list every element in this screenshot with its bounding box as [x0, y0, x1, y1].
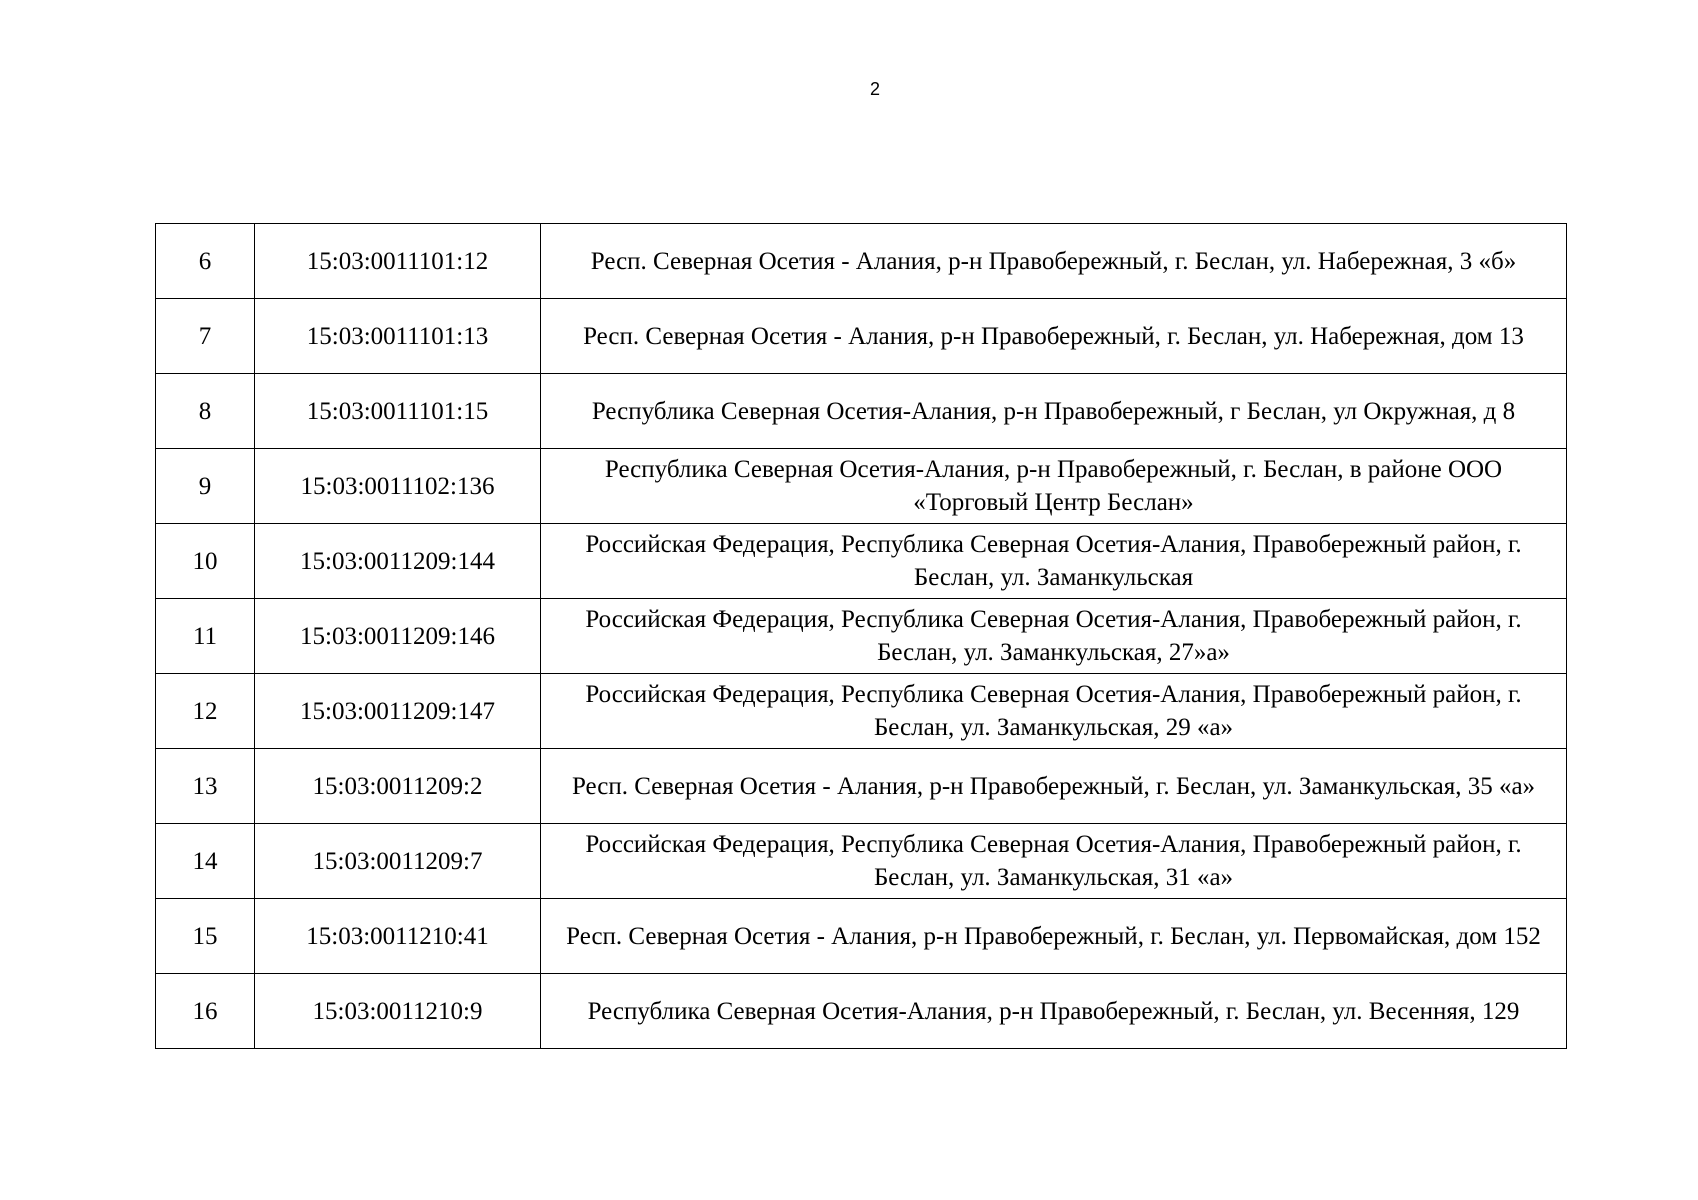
table-row — [156, 374, 1567, 449]
row-number-cell: 10 — [156, 524, 255, 599]
cadastral-number-cell: 15:03:0011101:15 — [255, 374, 541, 449]
address-cell: Респ. Северная Осетия - Алания, р-н Правобережный, г. Беслан, ул. Первомайская, дом 152 — [541, 899, 1567, 974]
address-cell: Респ. Северная Осетия - Алания, р-н Правобережный, г. Беслан, ул. Набережная, дом 13 — [541, 299, 1567, 374]
cadastral-number-cell: 15:03:0011209:146 — [255, 599, 541, 674]
parcels-table — [155, 223, 1567, 1049]
row-number-cell: 7 — [156, 299, 255, 374]
address-cell: Респ. Северная Осетия - Алания, р-н Правобережный, г. Беслан, ул. Набережная, 3 «б» — [541, 224, 1567, 299]
row-number-cell: 6 — [156, 224, 255, 299]
address-cell: Российская Федерация, Республика Северная Осетия-Алания, Правобережный район, г. Беслан, ул. Заманкульская, 27»а» — [541, 599, 1567, 674]
table-row — [156, 899, 1567, 974]
table-row — [156, 599, 1567, 674]
cadastral-number-cell: 15:03:0011101:12 — [255, 224, 541, 299]
table-row — [156, 824, 1567, 899]
row-number-cell: 11 — [156, 599, 255, 674]
row-number-cell: 16 — [156, 974, 255, 1049]
parcels-table-body — [156, 224, 1567, 1049]
cadastral-number-cell: 15:03:0011210:41 — [255, 899, 541, 974]
table-row — [156, 449, 1567, 524]
address-cell: Республика Северная Осетия-Алания, р-н Правобережный, г. Беслан, в районе ООО «Торговый Центр Беслан» — [541, 449, 1567, 524]
cadastral-number-cell: 15:03:0011101:13 — [255, 299, 541, 374]
address-cell: Респ. Северная Осетия - Алания, р-н Правобережный, г. Беслан, ул. Заманкульская, 35 «а» — [541, 749, 1567, 824]
cadastral-number-cell: 15:03:0011209:2 — [255, 749, 541, 824]
table-row — [156, 524, 1567, 599]
cadastral-number-cell: 15:03:0011209:144 — [255, 524, 541, 599]
row-number-cell: 13 — [156, 749, 255, 824]
table-row — [156, 974, 1567, 1049]
address-cell: Российская Федерация, Республика Северная Осетия-Алания, Правобережный район, г. Беслан, ул. Заманкульская — [541, 524, 1567, 599]
table-row — [156, 224, 1567, 299]
cadastral-number-cell: 15:03:0011209:7 — [255, 824, 541, 899]
row-number-cell: 12 — [156, 674, 255, 749]
cadastral-number-cell: 15:03:0011210:9 — [255, 974, 541, 1049]
cadastral-number-cell: 15:03:0011102:136 — [255, 449, 541, 524]
table-row — [156, 749, 1567, 824]
row-number-cell: 15 — [156, 899, 255, 974]
address-cell: Российская Федерация, Республика Северная Осетия-Алания, Правобережный район, г. Беслан, ул. Заманкульская, 31 «а» — [541, 824, 1567, 899]
table-row — [156, 299, 1567, 374]
address-cell: Республика Северная Осетия-Алания, р-н Правобережный, г Беслан, ул Окружная, д 8 — [541, 374, 1567, 449]
row-number-cell: 9 — [156, 449, 255, 524]
row-number-cell: 8 — [156, 374, 255, 449]
row-number-cell: 14 — [156, 824, 255, 899]
table-row — [156, 674, 1567, 749]
cadastral-number-cell: 15:03:0011209:147 — [255, 674, 541, 749]
page-number: 2 — [869, 79, 880, 99]
address-cell: Республика Северная Осетия-Алания, р-н Правобережный, г. Беслан, ул. Весенняя, 129 — [541, 974, 1567, 1049]
address-cell: Российская Федерация, Республика Северная Осетия-Алания, Правобережный район, г. Беслан, ул. Заманкульская, 29 «а» — [541, 674, 1567, 749]
